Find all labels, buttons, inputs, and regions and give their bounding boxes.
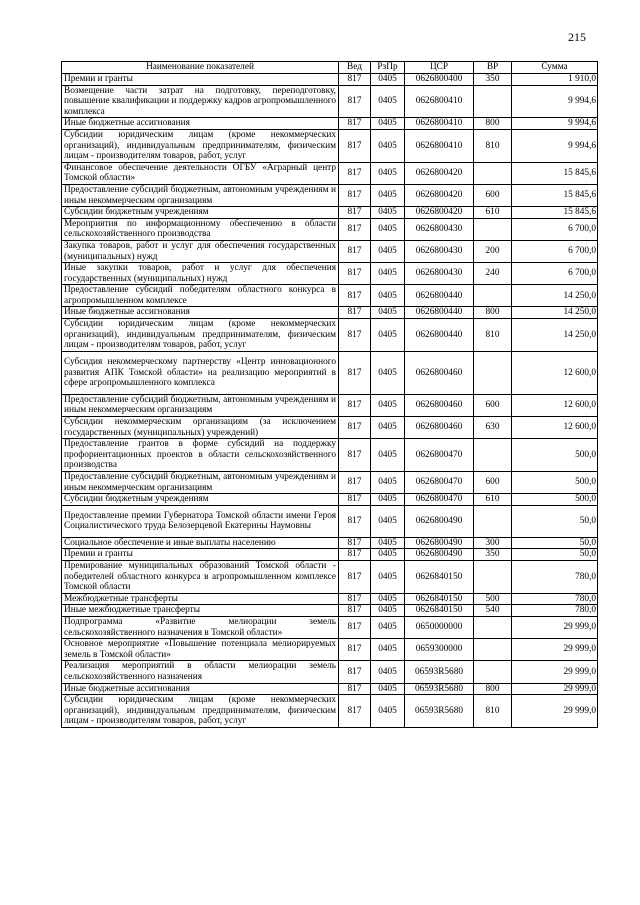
row-vr: 600 [474, 184, 512, 206]
row-name: Предоставление субсидий победителям областного конкурса в агропромышленном комплексе [62, 285, 339, 307]
row-sum: 9 994,6 [512, 85, 598, 118]
row-sum: 9 994,6 [512, 118, 598, 130]
header-ved: Вед [339, 62, 371, 74]
row-name: Закупка товаров, работ и услуг для обеспечения государственных (муниципальных) нужд [62, 240, 339, 262]
row-csr: 0626800440 [405, 307, 474, 319]
row-rzpr: 0405 [371, 129, 405, 162]
row-vr: 800 [474, 683, 512, 695]
row-vr [474, 661, 512, 683]
row-sum: 12 600,0 [512, 351, 598, 394]
row-sum: 50,0 [512, 505, 598, 537]
row-name: Субсидии бюджетным учреждениям [62, 207, 339, 219]
table-row [62, 439, 598, 472]
table-row [62, 661, 598, 683]
row-csr: 0626800470 [405, 494, 474, 506]
row-sum: 780,0 [512, 605, 598, 617]
row-csr: 0626800410 [405, 85, 474, 118]
row-vr: 240 [474, 263, 512, 285]
row-csr: 0626800430 [405, 263, 474, 285]
row-csr: 0626800400 [405, 74, 474, 86]
row-sum: 29 999,0 [512, 639, 598, 661]
row-sum: 14 250,0 [512, 285, 598, 307]
row-name: Иные бюджетные ассигнования [62, 118, 339, 130]
table-header-row [62, 62, 598, 74]
row-rzpr: 0405 [371, 394, 405, 416]
table-row [62, 240, 598, 262]
table-row [62, 417, 598, 439]
row-vr: 540 [474, 605, 512, 617]
table-row [62, 537, 598, 549]
row-rzpr: 0405 [371, 494, 405, 506]
row-ved: 817 [339, 616, 371, 638]
row-vr [474, 639, 512, 661]
row-name: Подпрограмма «Развитие мелиорации земель сельскохозяйственного назначения в Томской области» [62, 616, 339, 638]
row-rzpr: 0405 [371, 439, 405, 472]
row-sum: 15 845,6 [512, 184, 598, 206]
row-sum: 14 250,0 [512, 319, 598, 352]
row-csr: 0626800410 [405, 129, 474, 162]
row-csr: 0626800410 [405, 118, 474, 130]
row-ved: 817 [339, 505, 371, 537]
row-vr [474, 560, 512, 593]
row-ved: 817 [339, 605, 371, 617]
row-rzpr: 0405 [371, 537, 405, 549]
row-csr: 0626800470 [405, 472, 474, 494]
row-csr: 0626840150 [405, 605, 474, 617]
row-csr: 0626800420 [405, 162, 474, 184]
header-vr: ВР [474, 62, 512, 74]
row-sum: 29 999,0 [512, 661, 598, 683]
row-vr: 630 [474, 417, 512, 439]
row-sum: 500,0 [512, 472, 598, 494]
row-vr: 300 [474, 537, 512, 549]
row-rzpr: 0405 [371, 218, 405, 240]
row-ved: 817 [339, 263, 371, 285]
header-rzpr: РзПр [371, 62, 405, 74]
row-ved: 817 [339, 560, 371, 593]
row-sum: 9 994,6 [512, 129, 598, 162]
row-csr: 0659300000 [405, 639, 474, 661]
row-rzpr: 0405 [371, 162, 405, 184]
row-ved: 817 [339, 639, 371, 661]
row-vr [474, 439, 512, 472]
row-sum: 780,0 [512, 593, 598, 605]
row-name: Субсидии некоммерческим организациям (за исключением государственных (муниципальных) учреждений) [62, 417, 339, 439]
row-csr: 0626800460 [405, 351, 474, 394]
row-ved: 817 [339, 85, 371, 118]
row-csr: 0626800490 [405, 505, 474, 537]
row-sum: 6 700,0 [512, 218, 598, 240]
row-sum: 29 999,0 [512, 695, 598, 728]
row-vr [474, 162, 512, 184]
row-csr: 0650000000 [405, 616, 474, 638]
row-ved: 817 [339, 683, 371, 695]
row-sum: 14 250,0 [512, 307, 598, 319]
table-row [62, 505, 598, 537]
row-sum: 12 600,0 [512, 417, 598, 439]
row-csr: 06593R5680 [405, 695, 474, 728]
row-ved: 817 [339, 162, 371, 184]
row-name: Финансовое обеспечение деятельности ОГБУ «Аграрный центр Томской области» [62, 162, 339, 184]
table-row [62, 74, 598, 86]
table-row [62, 129, 598, 162]
row-name: Реализация мероприятий в области мелиорации земель сельскохозяйственного назначения [62, 661, 339, 683]
row-rzpr: 0405 [371, 695, 405, 728]
row-csr: 0626800440 [405, 319, 474, 352]
row-csr: 0626800420 [405, 184, 474, 206]
row-rzpr: 0405 [371, 505, 405, 537]
row-rzpr: 0405 [371, 351, 405, 394]
table-row [62, 207, 598, 219]
row-csr: 06593R5680 [405, 683, 474, 695]
row-vr: 600 [474, 472, 512, 494]
row-ved: 817 [339, 285, 371, 307]
row-ved: 817 [339, 593, 371, 605]
row-ved: 817 [339, 307, 371, 319]
row-ved: 817 [339, 218, 371, 240]
row-ved: 817 [339, 240, 371, 262]
table-row [62, 605, 598, 617]
row-name: Предоставление премии Губернатора Томской области имени Героя Социалистического труда Белозерцевой Екатерины Наумовны [62, 505, 339, 537]
row-vr: 200 [474, 240, 512, 262]
table-row [62, 683, 598, 695]
row-csr: 0626800460 [405, 394, 474, 416]
row-rzpr: 0405 [371, 616, 405, 638]
row-rzpr: 0405 [371, 593, 405, 605]
row-rzpr: 0405 [371, 240, 405, 262]
table-row [62, 285, 598, 307]
table-row [62, 85, 598, 118]
row-ved: 817 [339, 417, 371, 439]
row-sum: 500,0 [512, 439, 598, 472]
table-row [62, 695, 598, 728]
row-csr: 0626800470 [405, 439, 474, 472]
row-name: Иные бюджетные ассигнования [62, 307, 339, 319]
row-name: Субсидии бюджетным учреждениям [62, 494, 339, 506]
table-row [62, 560, 598, 593]
row-csr: 0626840150 [405, 560, 474, 593]
table-row [62, 218, 598, 240]
row-vr: 350 [474, 549, 512, 561]
table-row [62, 549, 598, 561]
row-csr: 0626800420 [405, 207, 474, 219]
row-rzpr: 0405 [371, 472, 405, 494]
row-ved: 817 [339, 74, 371, 86]
row-ved: 817 [339, 695, 371, 728]
row-name: Основное мероприятие «Повышение потенциала мелиорируемых земель в Томской области» [62, 639, 339, 661]
row-sum: 780,0 [512, 560, 598, 593]
row-rzpr: 0405 [371, 549, 405, 561]
row-name: Предоставление субсидий бюджетным, автономным учреждениям и иным некоммерческим организациям [62, 472, 339, 494]
row-name: Возмещение части затрат на подготовку, переподготовку, повышение квалификации и поддержку кадров агропромышленного комплекса [62, 85, 339, 118]
row-name: Субсидии юридическим лицам (кроме некоммерческих организаций), индивидуальным предпринимателям, физическим лицам - производителям товаров, работ, услуг [62, 695, 339, 728]
row-rzpr: 0405 [371, 661, 405, 683]
row-ved: 817 [339, 494, 371, 506]
table-row [62, 263, 598, 285]
row-vr [474, 218, 512, 240]
table-row [62, 118, 598, 130]
table-row [62, 184, 598, 206]
table-row [62, 472, 598, 494]
row-rzpr: 0405 [371, 118, 405, 130]
row-rzpr: 0405 [371, 683, 405, 695]
table-row [62, 494, 598, 506]
row-ved: 817 [339, 549, 371, 561]
row-sum: 500,0 [512, 494, 598, 506]
row-name: Премирование муниципальных образований Томской области - победителей областного конкурса в агропромышленном комплексе Томской области [62, 560, 339, 593]
table-row [62, 162, 598, 184]
page-number: 215 [568, 30, 586, 44]
row-vr: 810 [474, 129, 512, 162]
row-sum: 12 600,0 [512, 394, 598, 416]
row-name: Иные межбюджетные трансферты [62, 605, 339, 617]
row-rzpr: 0405 [371, 417, 405, 439]
row-sum: 15 845,6 [512, 162, 598, 184]
row-rzpr: 0405 [371, 207, 405, 219]
row-name: Предоставление субсидий бюджетным, автономным учреждениям и иным некоммерческим организациям [62, 184, 339, 206]
row-vr [474, 285, 512, 307]
row-ved: 817 [339, 184, 371, 206]
row-name: Иные закупки товаров, работ и услуг для обеспечения государственных (муниципальных) нужд [62, 263, 339, 285]
row-sum: 6 700,0 [512, 240, 598, 262]
row-sum: 29 999,0 [512, 616, 598, 638]
row-vr [474, 505, 512, 537]
row-vr: 600 [474, 394, 512, 416]
row-ved: 817 [339, 439, 371, 472]
table-row [62, 616, 598, 638]
row-vr: 610 [474, 207, 512, 219]
row-csr: 0626800460 [405, 417, 474, 439]
row-sum: 6 700,0 [512, 263, 598, 285]
row-vr: 800 [474, 307, 512, 319]
row-sum: 50,0 [512, 537, 598, 549]
row-rzpr: 0405 [371, 285, 405, 307]
row-csr: 06593R5680 [405, 661, 474, 683]
row-ved: 817 [339, 129, 371, 162]
table-row [62, 593, 598, 605]
row-vr: 800 [474, 118, 512, 130]
row-name: Межбюджетные трансферты [62, 593, 339, 605]
row-ved: 817 [339, 472, 371, 494]
row-rzpr: 0405 [371, 85, 405, 118]
row-csr: 0626800490 [405, 549, 474, 561]
row-name: Субсидии юридическим лицам (кроме некоммерческих организаций), индивидуальным предпринимателям, физическим лицам - производителям товаров, работ, услуг [62, 129, 339, 162]
table-row [62, 351, 598, 394]
row-sum: 29 999,0 [512, 683, 598, 695]
row-name: Субсидии юридическим лицам (кроме некоммерческих организаций), индивидуальным предпринимателям, физическим лицам - производителям товаров, работ, услуг [62, 319, 339, 352]
row-rzpr: 0405 [371, 74, 405, 86]
row-vr: 350 [474, 74, 512, 86]
row-csr: 0626840150 [405, 593, 474, 605]
row-rzpr: 0405 [371, 605, 405, 617]
row-name: Социальное обеспечение и иные выплаты населению [62, 537, 339, 549]
row-vr: 500 [474, 593, 512, 605]
row-ved: 817 [339, 207, 371, 219]
row-rzpr: 0405 [371, 319, 405, 352]
row-name: Предоставление субсидий бюджетным, автономным учреждениям и иным некоммерческим организациям [62, 394, 339, 416]
row-ved: 817 [339, 351, 371, 394]
budget-table [61, 61, 598, 728]
row-sum: 50,0 [512, 549, 598, 561]
row-vr: 810 [474, 695, 512, 728]
row-sum: 1 910,0 [512, 74, 598, 86]
row-csr: 0626800430 [405, 240, 474, 262]
row-csr: 0626800440 [405, 285, 474, 307]
row-ved: 817 [339, 537, 371, 549]
row-name: Предоставление грантов в форме субсидий на поддержку профориентационных проектов в области сельскохозяйственного производства [62, 439, 339, 472]
row-vr [474, 85, 512, 118]
header-name: Наименование показателей [62, 62, 339, 74]
table-row [62, 319, 598, 352]
row-name: Мероприятия по информационному обеспечению в области сельскохозяйственного производства [62, 218, 339, 240]
row-ved: 817 [339, 319, 371, 352]
row-ved: 817 [339, 394, 371, 416]
row-ved: 817 [339, 661, 371, 683]
row-name: Премии и гранты [62, 74, 339, 86]
row-vr: 810 [474, 319, 512, 352]
row-sum: 15 845,6 [512, 207, 598, 219]
row-rzpr: 0405 [371, 639, 405, 661]
row-vr [474, 616, 512, 638]
row-rzpr: 0405 [371, 307, 405, 319]
row-csr: 0626800490 [405, 537, 474, 549]
table-row [62, 639, 598, 661]
row-name: Субсидия некоммерческому партнерству «Центр инновационного развития АПК Томской области» на реализацию мероприятий в сфере агропромышленного комплекса [62, 351, 339, 394]
table-row [62, 307, 598, 319]
row-rzpr: 0405 [371, 184, 405, 206]
row-vr: 610 [474, 494, 512, 506]
table-row [62, 394, 598, 416]
header-sum: Сумма [512, 62, 598, 74]
row-name: Иные бюджетные ассигнования [62, 683, 339, 695]
header-csr: ЦСР [405, 62, 474, 74]
row-rzpr: 0405 [371, 560, 405, 593]
row-rzpr: 0405 [371, 263, 405, 285]
row-ved: 817 [339, 118, 371, 130]
row-name: Премии и гранты [62, 549, 339, 561]
row-csr: 0626800430 [405, 218, 474, 240]
row-vr [474, 351, 512, 394]
